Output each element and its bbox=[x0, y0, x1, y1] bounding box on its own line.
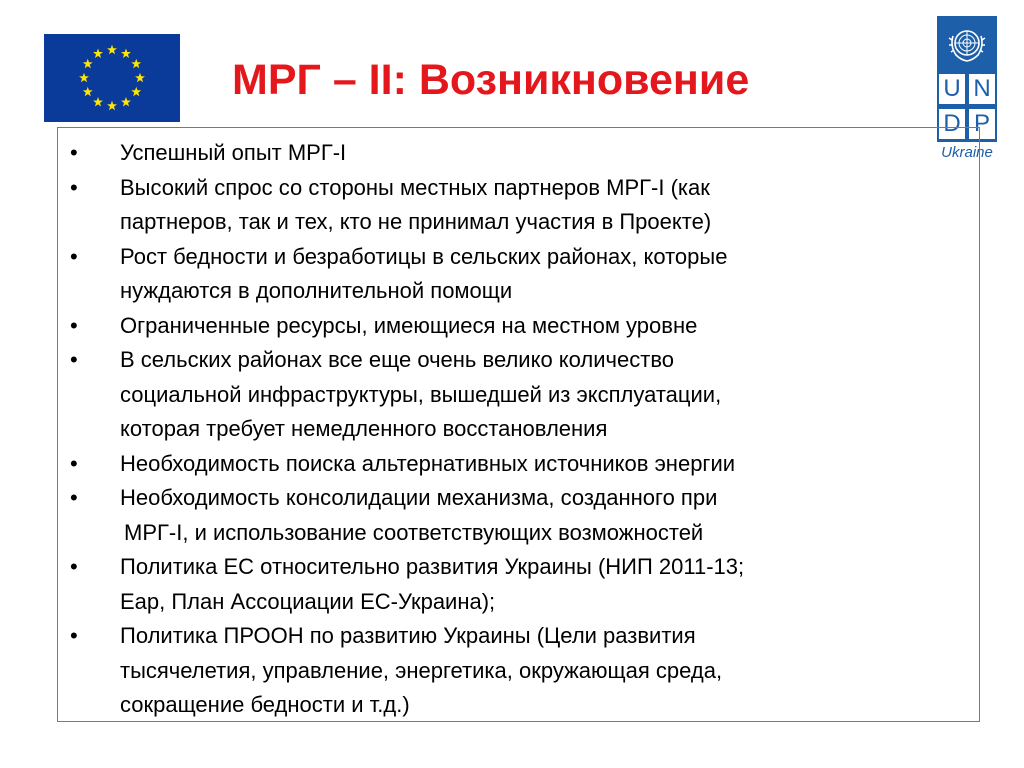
bullet-text-line: В сельских районах все еще очень велико количество bbox=[120, 347, 674, 372]
bullet-marker: • bbox=[70, 347, 78, 372]
bullet-marker: • bbox=[70, 450, 78, 476]
bullet-text-line: нуждаются в дополнительной помощи bbox=[120, 278, 513, 303]
eu-star-icon bbox=[93, 97, 103, 106]
eu-star-icon bbox=[121, 49, 131, 58]
bullet-marker: • bbox=[70, 623, 78, 648]
bullet-item bbox=[58, 343, 979, 447]
eu-star-icon bbox=[135, 73, 145, 82]
bullet-marker: • bbox=[70, 485, 78, 510]
bullet-text-line: Успешный опыт МРГ-I bbox=[120, 140, 347, 165]
bullet-text-line: которая требует немедленного восстановления bbox=[120, 416, 608, 441]
content-box bbox=[57, 127, 980, 722]
eu-flag-icon bbox=[44, 34, 180, 122]
bullet-item bbox=[58, 619, 979, 723]
bullet-item bbox=[58, 136, 979, 171]
bullet-text-line: Необходимость поиска альтернативных источников энергии bbox=[120, 450, 736, 476]
bullet-item bbox=[58, 171, 979, 240]
bullet-text-line: Политика ЕС относительно развития Украины (НИП 2011-13; bbox=[120, 554, 745, 579]
bullet-item bbox=[58, 447, 979, 482]
bullet-item bbox=[58, 309, 979, 344]
page-title: МРГ – II: Возникновение bbox=[232, 56, 750, 104]
un-emblem-icon bbox=[945, 22, 989, 66]
bullet-text-line: социальной инфраструктуры, вышедшей из эксплуатации, bbox=[120, 381, 722, 407]
bullet-text-line: тысячелетия, управление, энергетика, окружающая среда, bbox=[120, 657, 723, 683]
eu-star-icon bbox=[93, 49, 103, 58]
bullet-text-line: Рост бедности и безработицы в сельских районах, которые bbox=[120, 243, 728, 269]
eu-star-icon bbox=[131, 59, 141, 68]
undp-letter-d: D bbox=[939, 109, 965, 139]
eu-star-icon bbox=[79, 73, 89, 82]
bullet-text-line: Еар, План Ассоциации ЕС-Украина); bbox=[120, 588, 496, 614]
bullet-marker: • bbox=[70, 554, 78, 579]
undp-letter-n: N bbox=[969, 74, 995, 104]
eu-star-icon bbox=[83, 87, 93, 96]
bullet-text-line: сокращение бедности и т.д.) bbox=[120, 692, 410, 717]
eu-star-icon bbox=[107, 101, 117, 110]
bullet-text-line: МРГ-I, и использование соответствующих возможностей bbox=[124, 519, 704, 545]
bullet-text-line: Ограниченные ресурсы, имеющиеся на местном уровне bbox=[120, 312, 698, 338]
bullet-text-line: Высокий спрос со стороны местных партнеров МРГ-I (как bbox=[120, 174, 710, 200]
bullet-marker: • bbox=[70, 174, 78, 200]
eu-star-icon bbox=[121, 97, 131, 106]
undp-logo-panel bbox=[937, 16, 997, 142]
bullet-item bbox=[58, 240, 979, 309]
bullet-marker: • bbox=[70, 312, 78, 338]
undp-letter-u: U bbox=[939, 74, 965, 104]
undp-country-label: Ukraine bbox=[941, 144, 993, 161]
bullet-text-line: Политика ПРООН по развитию Украины (Цели развития bbox=[120, 623, 696, 648]
bullet-marker: • bbox=[70, 243, 78, 269]
undp-letter-p: P bbox=[969, 109, 995, 139]
eu-star-icon bbox=[83, 59, 93, 68]
eu-flag-logo bbox=[44, 34, 180, 122]
bullet-text-line: Необходимость консолидации механизма, созданного при bbox=[120, 485, 718, 510]
bullet-text-line: партнеров, так и тех, кто не принимал участия в Проекте) bbox=[120, 209, 712, 234]
eu-star-icon bbox=[107, 45, 117, 54]
bullet-marker: • bbox=[70, 140, 78, 165]
bullet-item bbox=[58, 550, 979, 619]
bullet-list bbox=[58, 136, 979, 723]
eu-star-icon bbox=[131, 87, 141, 96]
bullet-item bbox=[58, 481, 979, 550]
